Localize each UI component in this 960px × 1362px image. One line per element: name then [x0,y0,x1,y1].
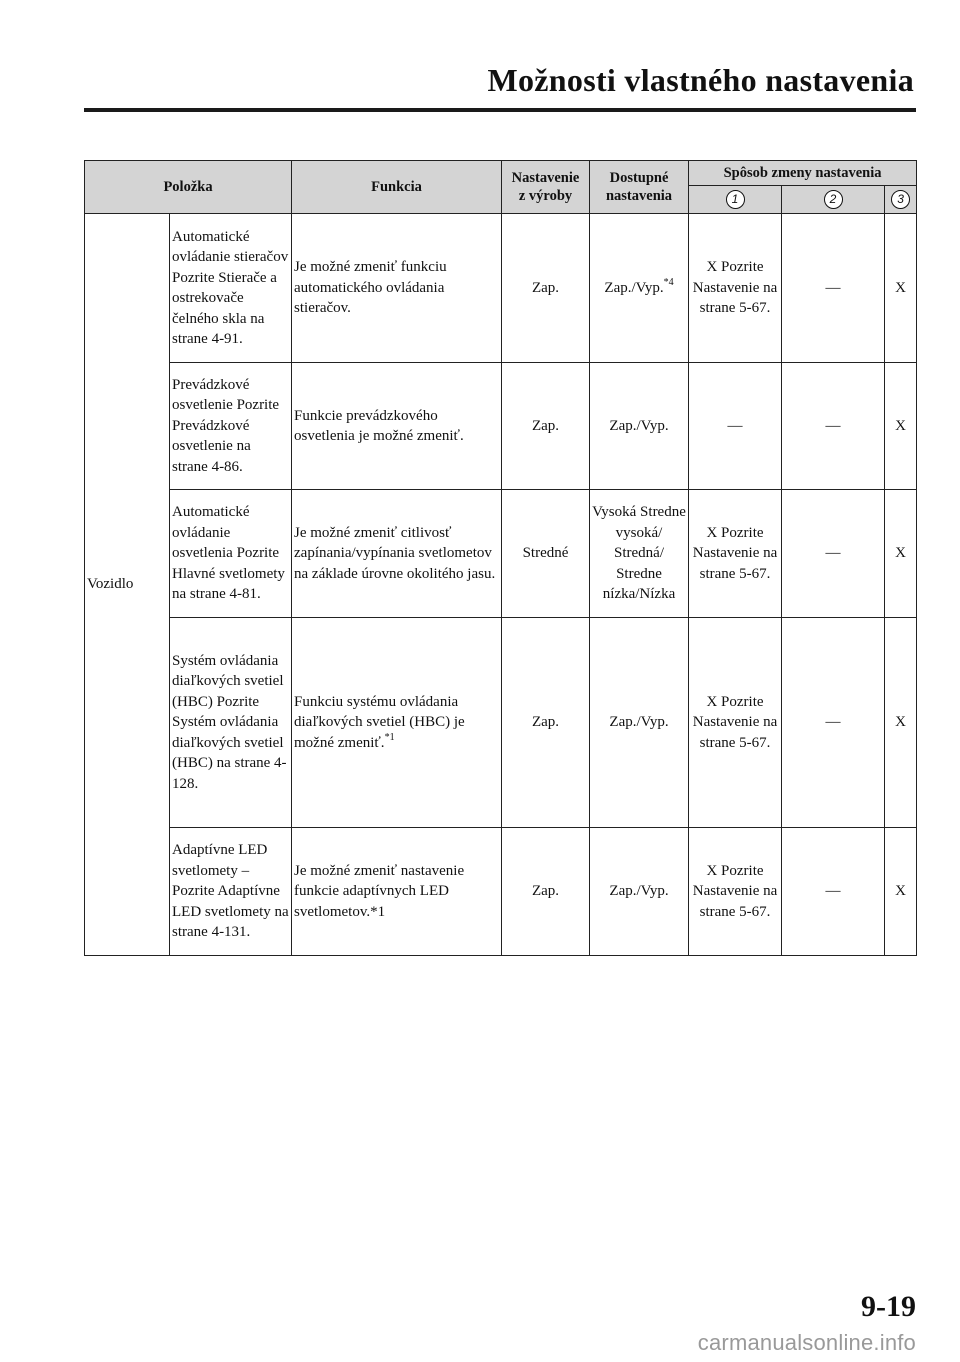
row-function: Funkcie prevádzkového osvetlenia je možné zmeniť. [292,363,502,490]
row-function: Je možné zmeniť citlivosť zapínania/vypínania svetlometov na základe úrovne okolitého jasu. [292,490,502,618]
row-method-2: — [782,214,885,363]
row-function-text: Funkciu systému ovládania diaľkových svetiel (HBC) je možné zmeniť. [294,693,465,751]
row-method-3: X [885,490,917,618]
table-row [85,618,917,828]
page-title: Možnosti vlastného nastavenia [487,62,914,98]
group-label: Vozidlo [85,214,170,956]
header-available-line1: Dostupné [609,170,669,186]
table-row [85,828,917,956]
row-item: Systém ovládania diaľkových svetiel (HBC) Pozrite Systém ovládania diaľkových svetiel (HBC) na strane 4-128. [170,618,292,828]
row-available-text: Zap./Vyp. [604,279,664,296]
header-function: Funkcia [292,161,502,214]
method-2-badge: 2 [824,190,843,209]
row-function [292,618,502,828]
row-method-3: X [885,618,917,828]
row-available: Vysoká Stredne vysoká/ Stredná/ Stredne nízka/Nízka [590,490,689,618]
header-item: Položka [85,161,292,214]
row-method-1: X Pozrite Nastavenie na strane 5-67. [689,214,782,363]
page-number: 9-19 [861,1290,916,1323]
row-available [590,214,689,363]
header-method-3 [885,186,917,214]
row-method-1: X Pozrite Nastavenie na strane 5-67. [689,490,782,618]
row-available: Zap./Vyp. [590,828,689,956]
table-row [85,214,917,363]
footnote-marker: *1 [384,731,395,743]
watermark: carmanualsonline.info [697,1330,916,1355]
row-method-1: — [689,363,782,490]
row-method-3: X [885,214,917,363]
table-header-row [85,161,917,186]
header-factory-setting [502,161,590,214]
method-3-badge: 3 [891,190,910,209]
method-1-badge: 1 [726,190,745,209]
footnote-marker: *4 [663,276,674,288]
row-function: Je možné zmeniť nastavenie funkcie adaptívnych LED svetlometov.*1 [292,828,502,956]
title-divider [84,108,916,112]
row-factory: Zap. [502,828,590,956]
row-item: Prevádzkové osvetlenie Pozrite Prevádzkové osvetlenie na strane 4-86. [170,363,292,490]
row-method-2: — [782,618,885,828]
table-row [85,490,917,618]
row-item: Adaptívne LED svetlomety – Pozrite Adaptívne LED svetlomety na strane 4-131. [170,828,292,956]
row-method-2: — [782,828,885,956]
row-factory: Stredné [502,490,590,618]
header-method-1 [689,186,782,214]
header-factory-line2: z výroby [518,188,573,204]
row-factory: Zap. [502,214,590,363]
header-factory-line1: Nastavenie [511,170,580,186]
row-method-1: X Pozrite Nastavenie na strane 5-67. [689,618,782,828]
row-method-2: — [782,490,885,618]
settings-table [84,160,917,956]
row-method-3: X [885,828,917,956]
table-row [85,363,917,490]
row-function: Je možné zmeniť funkciu automatického ovládania stieračov. [292,214,502,363]
header-method-2 [782,186,885,214]
row-method-1: X Pozrite Nastavenie na strane 5-67. [689,828,782,956]
row-factory: Zap. [502,363,590,490]
row-method-2: — [782,363,885,490]
header-change-method: Spôsob zmeny nastavenia [689,161,917,186]
row-available: Zap./Vyp. [590,363,689,490]
row-method-3: X [885,363,917,490]
row-item: Automatické ovládanie stieračov Pozrite Stierače a ostrekovače čelného skla na strane 4-91. [170,214,292,363]
row-item: Automatické ovládanie osvetlenia Pozrite Hlavné svetlomety na strane 4-81. [170,490,292,618]
row-available: Zap./Vyp. [590,618,689,828]
header-available-line2: nastavenia [605,188,673,204]
row-factory: Zap. [502,618,590,828]
header-available-settings [590,161,689,214]
